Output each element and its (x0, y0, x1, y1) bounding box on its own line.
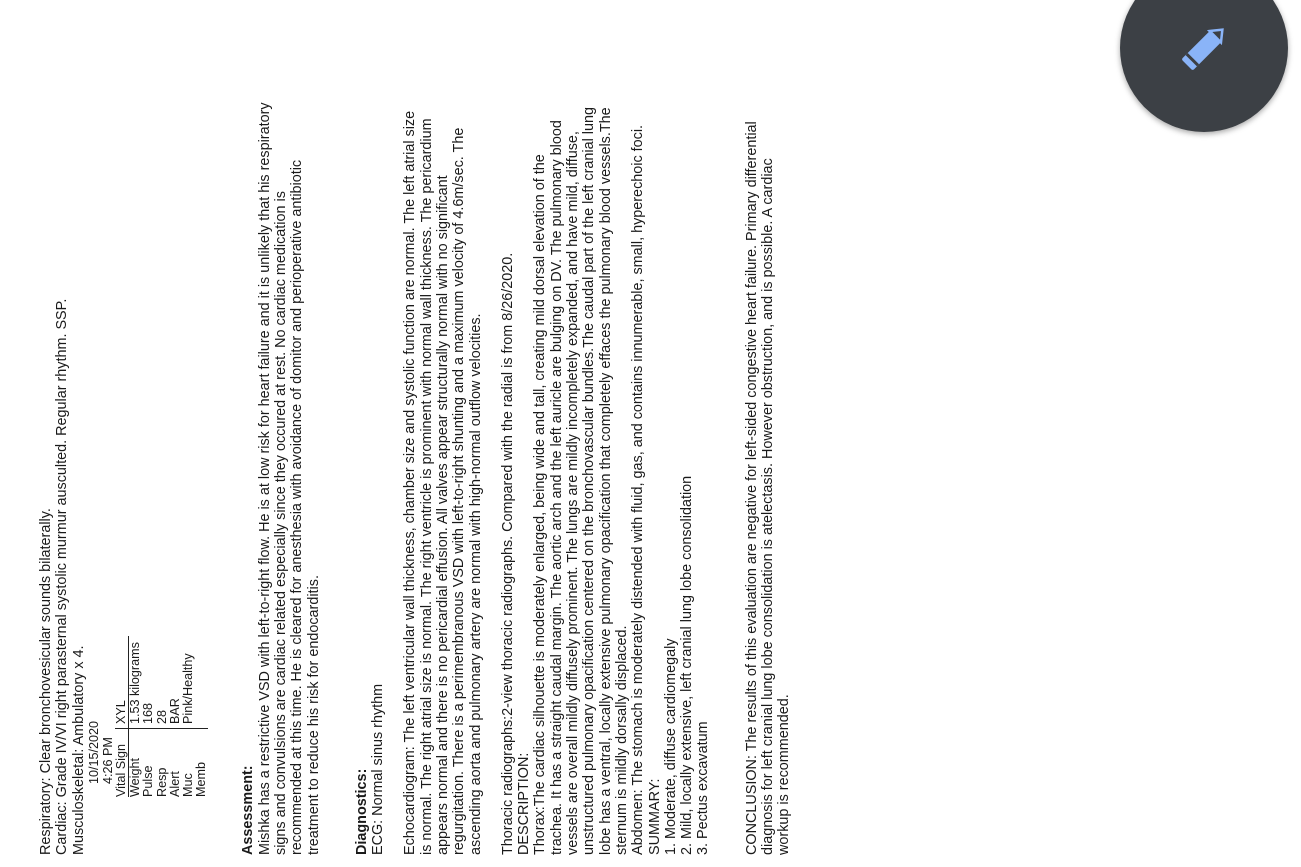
echo-line: ascending aorta and pulmonary artery are normal with high-normal outflow velocities. (467, 313, 484, 855)
diagnostics-heading: Diagnostics: (353, 768, 370, 855)
radiograph-line: Abdomen: The stomach is moderately distended with fluid, gas, and contains innumerable, small, hyperechoic foci. (630, 124, 647, 855)
radiograph-line: vessels are overall mildly diffusely prominent. The lungs are mildly incompletely expanded, and have mild, diffuse, (565, 131, 582, 855)
pencil-icon (1172, 16, 1236, 80)
conclusion-line: diagnosis for left cranial lung lobe consolidation is atelectasis. However obstruction, and is possible. A cardiac (760, 158, 777, 855)
radiograph-line: 2. Mild, locally extensive, left cranial lung lobe consolidation (679, 475, 696, 855)
vital-label: Muc (182, 729, 195, 798)
vital-signs-table (115, 636, 208, 797)
vitals-header-row (115, 636, 129, 797)
echocardiogram-section (402, 25, 483, 855)
vitals-time: 4:26 PM (100, 737, 115, 784)
conclusion-line: workup is recommended. (776, 694, 793, 855)
vitals-date: 10/15/2020 (86, 720, 101, 784)
radiograph-line: Thoracic radiographs:2-view thoracic radiographs. Compared with the radial is from 8/26/2020. (499, 252, 516, 855)
vital-label: Weight (129, 729, 143, 798)
ecg-result: ECG: Normal sinus rhythm (370, 683, 387, 855)
vital-value: 168 (141, 702, 156, 724)
vitals-block (87, 25, 208, 855)
radiographs-section (500, 25, 712, 855)
echo-line: Echocardiogram: The left ventricular wall thickness, chamber size and systolic function are normal. The left atrial size (402, 110, 419, 855)
radiograph-line: 3. Pectus excavatum (695, 721, 712, 855)
vitals-row (129, 636, 143, 797)
radiograph-line: sternum is mildly dorsally displaced. (613, 625, 630, 855)
vitals-header-label: Vital Sign (115, 729, 129, 798)
vital-label: Alert (169, 729, 182, 798)
radiograph-line: SUMMARY: (646, 778, 663, 855)
assessment-line: Mishka has a restrictive VSD with left-to-right flow. He is at low risk for heart failure and it is unlikely that his respiratory (256, 102, 273, 855)
vitals-row (195, 636, 208, 797)
conclusion-section (744, 25, 793, 855)
assessment-body (257, 25, 322, 855)
vitals-header-value: XYL (115, 636, 129, 728)
assessment-line: treatment to reduce his risk for endocarditis. (305, 575, 322, 855)
vital-value: BAR (167, 698, 182, 724)
vital-value (195, 636, 208, 728)
vital-label: Pulse (142, 729, 155, 798)
vitals-row (156, 636, 169, 797)
assessment-heading: Assessment: (240, 765, 257, 855)
exam-cardiac: Cardiac: Grade IV/VI right parasternal systolic murmur ausculted. Regular rhythm. SSP. (54, 298, 71, 855)
vital-label: Memb (195, 729, 208, 798)
radiograph-line: 1. Moderate, diffuse cardiomegaly (662, 638, 679, 855)
vital-value: 1.53 kilograms (128, 642, 143, 724)
conclusion-line: CONCLUSION: The results of this evaluation are negative for left-sided congestive heart failure. Primary differential (743, 121, 760, 855)
vital-value: 28 (154, 709, 169, 724)
assessment-line: signs and convulsions are cardiac related especially since they occured at rest. No cardiac medication is (272, 191, 289, 855)
echo-line: regurgitation. There is a perimembranous VSD with left-to-right shunting and a maximum velocity of 4.6m/sec. The (451, 127, 468, 855)
radiograph-line: lobe has a ventral, locally extensive pulmonary opacification that completely effaces the pulmonary blood vessels.The (597, 107, 614, 855)
radiograph-line: Thorax:The cardiac silhouette is moderately enlarged, being wide and tall, creating mild dorsal elevation of the (532, 154, 549, 855)
echo-line: is normal. The right atrial size is normal. The right ventricle is prominent with normal wall thickness. The pericardium (418, 118, 435, 855)
vital-label: Resp (156, 729, 169, 798)
vitals-row (142, 636, 155, 797)
echo-line: appears normal and there is no pericardial effusion. All valves appear structurally normal with no significant (434, 175, 451, 855)
medical-record-page (38, 25, 793, 855)
radiograph-line: trachea. It has a straight caudal margin. The aortic arch and the left auricle are bulging on DV. The pulmonary blood (548, 120, 565, 855)
exam-respiratory: Respiratory: Clear bronchovesicular sounds bilaterally. (38, 508, 54, 855)
exam-musculoskeletal: Musculoskeletal: Ambulatory x 4. (70, 645, 87, 855)
assessment-line: recommended at this time. He is cleared for anesthesia with avoidance of domitor and perioperative antibiotic (289, 159, 306, 855)
vitals-row (169, 636, 182, 797)
radiograph-line: DESCRIPTION: (516, 752, 533, 855)
vital-value: Pink/Healthy (180, 653, 195, 724)
radiograph-line: unstructured pulmonary opacification centered on the bronchovascular bundles.The caudal part of the left cranial lung (581, 107, 598, 855)
